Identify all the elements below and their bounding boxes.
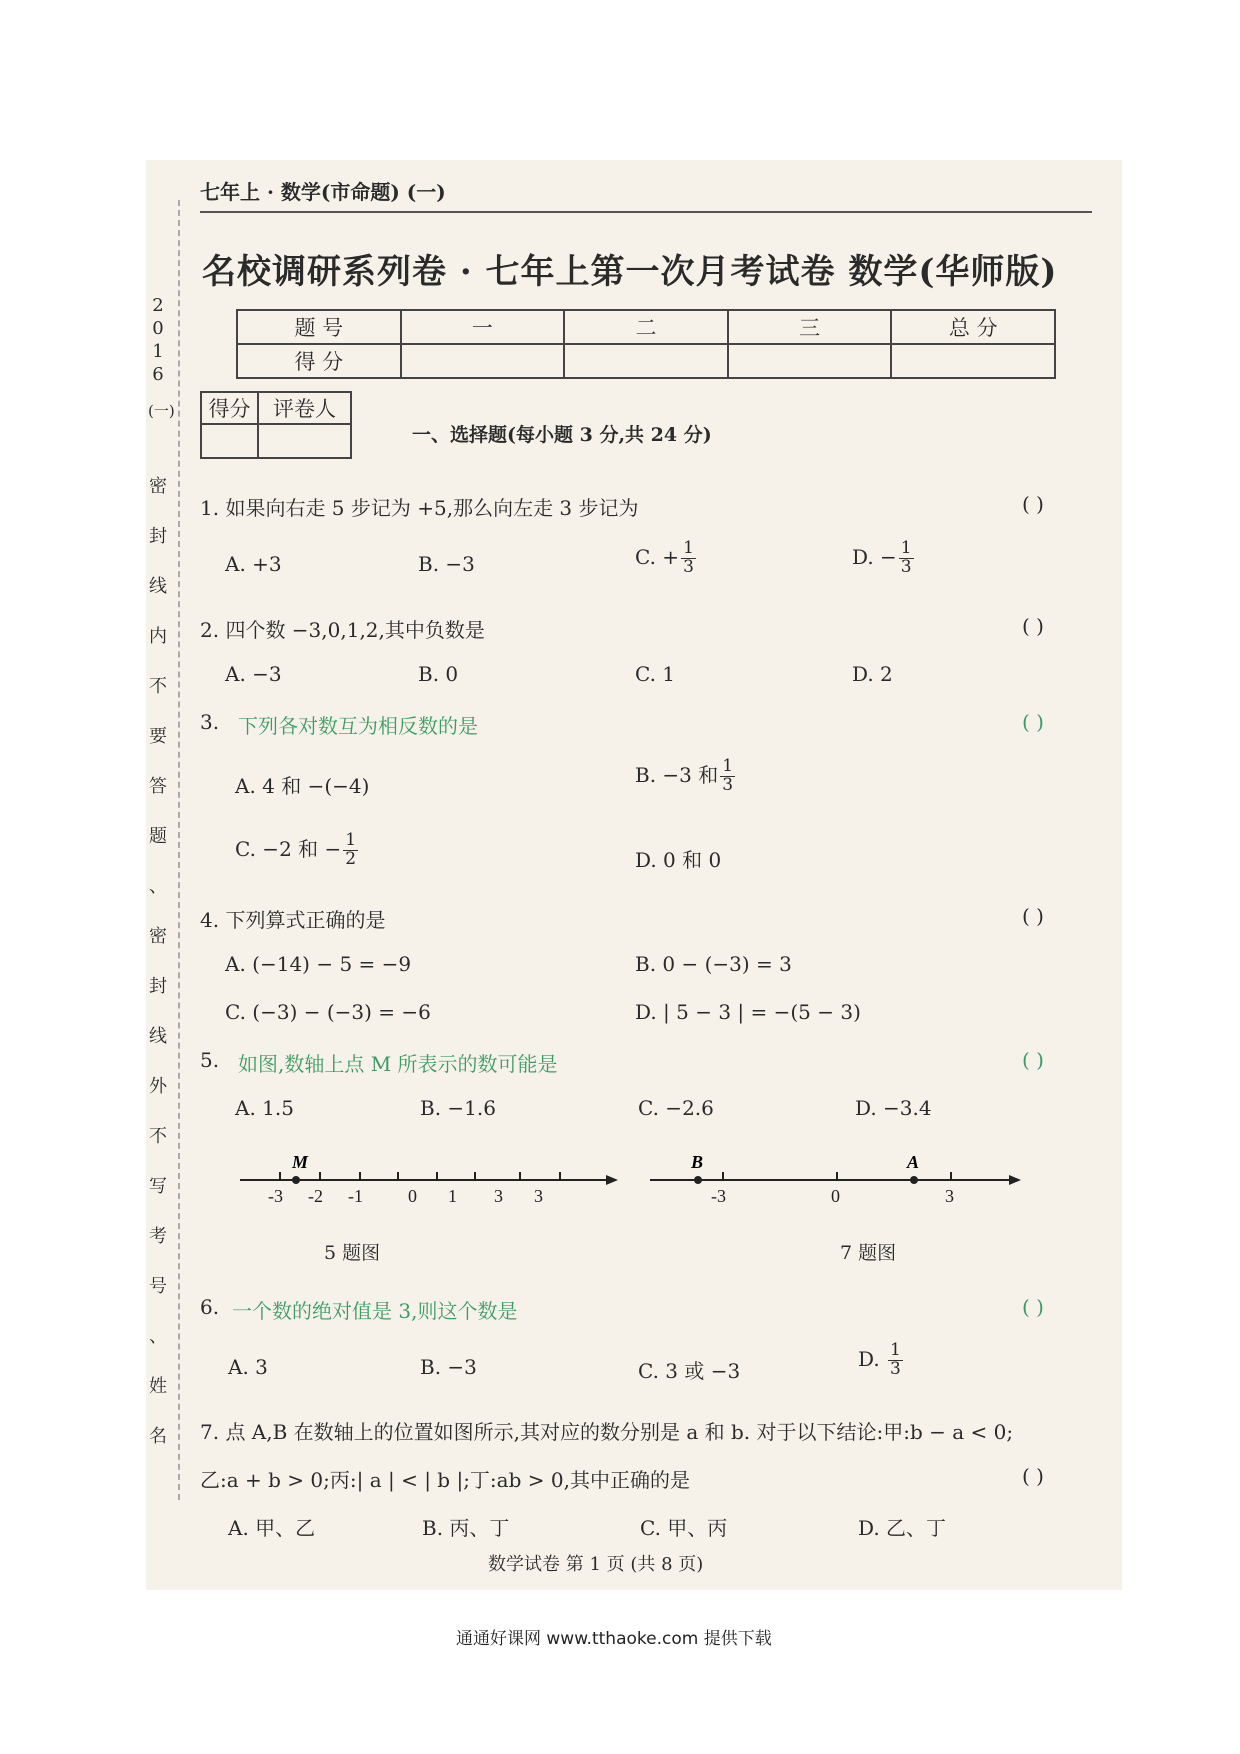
score-entry-cell[interactable] — [564, 344, 728, 378]
figure-7-caption: 7 题图 — [840, 1242, 897, 1264]
score-header-cell: 总 分 — [891, 310, 1055, 344]
side-char: 要 — [149, 726, 167, 747]
side-year-digit: 0 — [152, 318, 164, 339]
q7-option-c[interactable]: C. 甲、丙 — [640, 1516, 728, 1540]
side-char: 不 — [149, 1126, 167, 1147]
side-year-digit: 2 — [152, 295, 164, 316]
q3-option-d[interactable]: D. 0 和 0 — [635, 848, 722, 872]
question-6-number: 6. — [200, 1295, 220, 1319]
fraction-numerator: 1 — [345, 830, 357, 850]
question-3-stem: 下列各对数互为相反数的是 — [238, 714, 478, 738]
fraction-numerator: 1 — [683, 538, 694, 558]
q2-option-d[interactable]: D. 2 — [852, 662, 893, 686]
figure-5-caption: 5 题图 — [324, 1242, 381, 1264]
grader-name-entry[interactable] — [258, 424, 351, 458]
answer-paren[interactable]: ( ) — [1022, 492, 1044, 516]
side-char: 内 — [149, 626, 167, 647]
q3-b-prefix: B. −3 和 — [635, 762, 719, 787]
q5-option-c[interactable]: C. −2.6 — [638, 1096, 714, 1120]
grader-score-label: 得分 — [201, 392, 258, 424]
point-a-label: A — [907, 1152, 920, 1172]
question-1-stem: 1. 如果向右走 5 步记为 +5,那么向左走 3 步记为 — [200, 496, 639, 520]
score-header-cell: 一 — [401, 310, 565, 344]
side-char: 密 — [149, 926, 167, 947]
question-4-stem: 4. 下列算式正确的是 — [200, 908, 386, 932]
download-watermark: 通通好课网 www.tthaoke.com 提供下载 — [456, 1629, 772, 1649]
tick-label: 0 — [831, 1186, 840, 1206]
answer-paren[interactable]: ( ) — [1022, 614, 1044, 638]
figure-7-number-line — [645, 1150, 1025, 1210]
tick-marks — [280, 1172, 560, 1180]
question-7-stem: 7. 点 A,B 在数轴上的位置如图所示,其对应的数分别是 a 和 b. 对于以下结论:甲:b − a < 0; — [200, 1420, 1014, 1444]
q1-c-prefix: C. + — [635, 544, 680, 569]
score-entry-cell[interactable] — [891, 344, 1055, 378]
tick-label: 3 — [945, 1186, 954, 1206]
grader-score-entry[interactable] — [201, 424, 258, 458]
q1-option-c[interactable] — [635, 540, 696, 577]
q7-option-a[interactable]: A. 甲、乙 — [228, 1516, 316, 1540]
fraction-denominator: 3 — [722, 774, 734, 795]
section-title: 一、选择题(每小题 3 分,共 24 分) — [412, 424, 712, 446]
side-char: 写 — [149, 1176, 167, 1197]
tick-label: -3 — [711, 1186, 726, 1206]
fraction-numerator: 1 — [900, 538, 912, 558]
q3-c-prefix: C. −2 和 − — [235, 836, 342, 861]
axis-arrow — [606, 1175, 618, 1185]
side-char: 不 — [149, 676, 167, 697]
answer-paren[interactable]: ( ) — [1022, 904, 1044, 928]
q4-option-c[interactable]: C. (−3) − (−3) = −6 — [225, 1000, 431, 1024]
grader-box — [200, 391, 352, 459]
page-title: 名校调研系列卷 · 七年上第一次月考试卷 数学(华师版) — [202, 252, 1058, 292]
q7-option-d[interactable]: D. 乙、丁 — [858, 1516, 947, 1540]
fraction-denominator: 2 — [345, 848, 357, 869]
point-m — [292, 1176, 300, 1184]
q7-option-b[interactable]: B. 丙、丁 — [422, 1516, 510, 1540]
tick-label: 3 — [494, 1186, 503, 1206]
seal-line — [178, 200, 180, 1500]
score-header-cell: 题 号 — [237, 310, 401, 344]
side-char: 、 — [149, 876, 167, 897]
q4-option-d[interactable]: D. | 5 − 3 | = −(5 − 3) — [635, 1000, 861, 1024]
score-header-cell: 三 — [728, 310, 892, 344]
side-char: 名 — [149, 1426, 167, 1447]
point-b-label: B — [691, 1152, 704, 1172]
q3-option-b[interactable] — [635, 758, 735, 795]
q3-option-a[interactable]: A. 4 和 −(−4) — [235, 774, 370, 798]
q6-option-a[interactable]: A. 3 — [228, 1355, 268, 1379]
series-header: 七年上 · 数学(市命题) (一) — [200, 180, 446, 204]
score-label-cell: 得 分 — [237, 344, 401, 378]
figure-5-number-line — [230, 1150, 620, 1210]
side-char: 封 — [149, 976, 167, 997]
question-2-stem: 2. 四个数 −3,0,1,2,其中负数是 — [200, 618, 485, 642]
score-entry-cell[interactable] — [401, 344, 565, 378]
side-char: 封 — [149, 526, 167, 547]
tick-label: 3 — [534, 1186, 543, 1206]
q6-d-prefix: D. — [858, 1346, 880, 1371]
side-char: 外 — [149, 1076, 167, 1097]
side-char: 号 — [149, 1276, 167, 1297]
side-char: 、 — [149, 1326, 167, 1347]
side-char: (一) — [148, 402, 175, 420]
answer-paren[interactable]: ( ) — [1022, 1048, 1044, 1072]
side-year-digit: 1 — [152, 341, 164, 362]
tick-label: -1 — [348, 1186, 363, 1206]
header-rule — [200, 211, 1092, 213]
q2-option-b[interactable]: B. 0 — [418, 662, 459, 686]
q1-option-a[interactable]: A. +3 — [225, 552, 282, 576]
q4-option-b[interactable]: B. 0 − (−3) = 3 — [635, 952, 792, 976]
side-char: 密 — [149, 476, 167, 497]
q5-option-d[interactable]: D. −3.4 — [855, 1096, 932, 1120]
point-b — [694, 1176, 702, 1184]
fraction-denominator: 3 — [683, 556, 694, 577]
q2-option-a[interactable]: A. −3 — [225, 662, 282, 686]
q1-d-prefix: D. − — [852, 544, 897, 569]
q3-option-c[interactable] — [235, 832, 358, 869]
fraction-numerator: 1 — [890, 1340, 901, 1360]
fraction-numerator: 1 — [722, 756, 734, 776]
question-5-number: 5. — [200, 1048, 220, 1072]
answer-paren[interactable]: ( ) — [1022, 710, 1044, 734]
q6-option-d[interactable] — [858, 1342, 903, 1379]
side-year-digit: 6 — [152, 364, 164, 385]
q2-option-c[interactable]: C. 1 — [635, 662, 676, 686]
tick-label: -2 — [308, 1186, 323, 1206]
question-5-stem: 如图,数轴上点 M 所表示的数可能是 — [238, 1052, 558, 1076]
q1-option-b[interactable]: B. −3 — [418, 552, 475, 576]
question-6-stem: 一个数的绝对值是 3,则这个数是 — [232, 1299, 518, 1323]
q5-option-b[interactable]: B. −1.6 — [420, 1096, 496, 1120]
page-footer: 数学试卷 第 1 页 (共 8 页) — [488, 1554, 704, 1575]
tick-label: -3 — [268, 1186, 283, 1206]
side-char: 答 — [149, 776, 167, 797]
q5-option-a[interactable]: A. 1.5 — [235, 1096, 294, 1120]
side-char: 考 — [149, 1226, 167, 1247]
answer-paren[interactable]: ( ) — [1022, 1295, 1044, 1319]
tick-label: 0 — [408, 1186, 417, 1206]
side-char: 线 — [149, 576, 167, 597]
point-m-label: M — [292, 1152, 309, 1172]
fraction-denominator: 3 — [900, 556, 912, 577]
score-table — [236, 309, 1056, 379]
q1-option-d[interactable] — [852, 540, 914, 577]
q6-option-c[interactable]: C. 3 或 −3 — [638, 1359, 741, 1383]
score-entry-cell[interactable] — [728, 344, 892, 378]
tick-label: 1 — [448, 1186, 457, 1206]
q6-option-b[interactable]: B. −3 — [420, 1355, 477, 1379]
question-3-number: 3. — [200, 710, 220, 734]
side-char: 姓 — [149, 1376, 167, 1397]
answer-paren[interactable]: ( ) — [1022, 1464, 1044, 1488]
axis-arrow — [1009, 1175, 1021, 1185]
side-char: 线 — [149, 1026, 167, 1047]
question-7-stem-cont: 乙:a + b > 0;丙:| a | < | b |;丁:ab > 0,其中正确的是 — [200, 1468, 690, 1492]
fraction-denominator: 3 — [890, 1358, 901, 1379]
point-a — [910, 1176, 918, 1184]
side-char: 题 — [149, 826, 167, 847]
q4-option-a[interactable]: A. (−14) − 5 = −9 — [225, 952, 412, 976]
score-header-cell: 二 — [564, 310, 728, 344]
grader-name-label: 评卷人 — [258, 392, 351, 424]
